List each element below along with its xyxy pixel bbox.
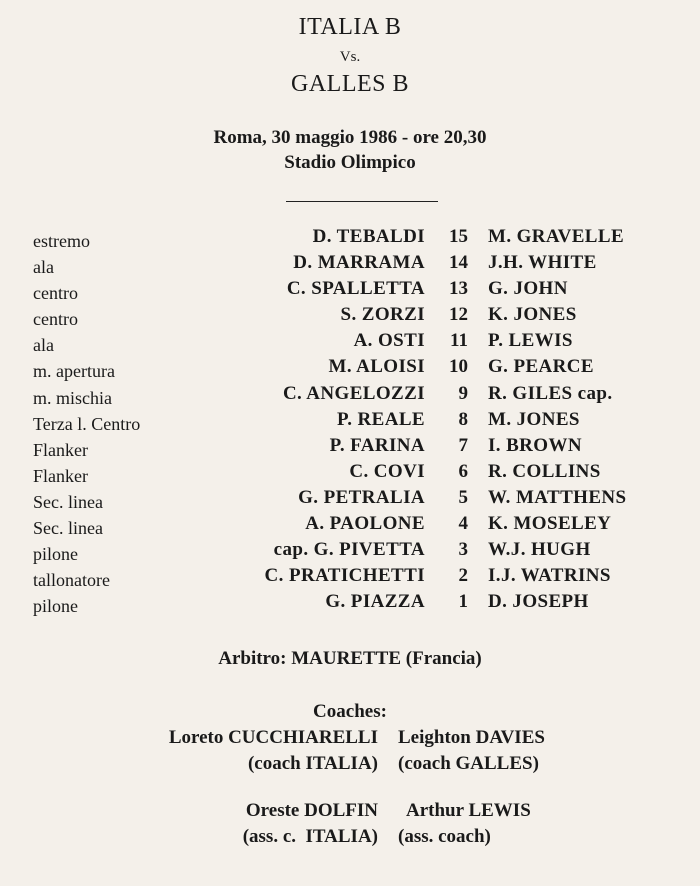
galles-player: R. GILES cap. [488,382,613,404]
italia-player: P. FARINA [329,434,425,456]
position-label: Sec. linea [33,491,103,512]
jersey-number: 3 [458,539,468,561]
position-label: Terza l. Centro [33,413,141,434]
position-label: Flanker [33,439,88,460]
italia-player: cap. G. PIVETTA [273,539,425,561]
divider [286,201,438,202]
galles-player: D. JOSEPH [488,591,589,613]
vs-label: Vs. [339,49,361,65]
lineup-row [0,539,700,565]
jersey-number: 14 [449,252,468,274]
lineup-row [0,409,700,435]
jersey-number: 8 [458,408,468,430]
team-home-title: ITALIA B [298,14,402,40]
jersey-number: 9 [458,382,468,404]
position-label: ala [33,335,54,356]
lineup-row [0,461,700,487]
galles-assistant-coach: Arthur LEWIS [406,800,531,821]
jersey-number: 4 [458,513,468,535]
lineup-row [0,565,700,591]
italia-player: P. REALE [336,408,425,430]
italia-player: D. TEBALDI [312,226,425,247]
italia-player: A. PAOLONE [305,513,425,535]
venue: Stadio Olimpico [284,152,416,173]
position-label: m. mischia [33,387,112,408]
lineup-row [0,330,700,356]
jersey-number: 13 [449,278,468,300]
team-away-title: GALLES B [291,71,409,97]
galles-player: I. BROWN [488,434,582,456]
jersey-number: 5 [458,486,468,508]
lineup-row [0,252,700,278]
position-label: Flanker [33,465,88,486]
match-info: Roma, 30 maggio 1986 - ore 20,30 [213,127,487,148]
lineup-row [0,435,700,461]
italia-player: G. PIAZZA [325,591,425,613]
italia-player: C. PRATICHETTI [264,565,425,587]
italia-player: C. SPALLETTA [286,278,425,300]
position-label: m. apertura [33,361,115,382]
lineup-table [0,226,700,617]
galles-player: G. PEARCE [488,356,594,378]
galles-head-coach: Leighton DAVIES [398,727,545,748]
galles-player: M. GRAVELLE [488,226,625,247]
italia-player: C. ANGELOZZI [282,382,425,404]
position-label: tallonatore [33,570,110,591]
italia-assistant-coach: Oreste DOLFIN [245,800,378,821]
position-label: centro [33,309,78,330]
jersey-number: 10 [449,356,468,378]
jersey-number: 1 [458,591,468,613]
galles-player: P. LEWIS [488,330,573,352]
italia-assistant-coach-role: (ass. c. ITALIA) [242,826,378,847]
italia-player: C. COVI [349,460,425,482]
galles-player: M. JONES [488,408,580,430]
lineup-row [0,383,700,409]
galles-player: J.H. WHITE [488,252,597,274]
position-label: centro [33,283,78,304]
italia-player: A. OSTI [353,330,425,352]
italia-player: M. ALOISI [328,356,425,378]
galles-player: R. COLLINS [488,460,601,482]
position-label: Sec. linea [33,518,103,539]
galles-player: G. JOHN [488,278,568,300]
position-label: ala [33,257,54,278]
jersey-number: 12 [449,304,468,326]
italia-player: D. MARRAMA [293,252,425,274]
position-label: pilone [33,544,78,565]
galles-player: K. MOSELEY [488,513,612,535]
lineup-row [0,487,700,513]
italia-player: G. PETRALIA [298,486,425,508]
jersey-number: 7 [458,434,468,456]
coaches-heading: Coaches: [313,701,387,722]
lineup-row [0,226,700,252]
galles-player: I.J. WATRINS [488,565,611,587]
jersey-number: 6 [458,460,468,482]
referee: Arbitro: MAURETTE (Francia) [218,648,482,669]
jersey-number: 2 [458,565,468,587]
jersey-number: 11 [450,330,468,352]
lineup-row [0,304,700,330]
lineup-row [0,591,700,617]
italia-player: S. ZORZI [340,304,425,326]
galles-head-coach-role: (coach GALLES) [398,753,539,774]
lineup-row [0,513,700,539]
position-label: pilone [33,596,78,617]
lineup-row [0,278,700,304]
lineup-row [0,356,700,382]
galles-player: K. JONES [488,304,577,326]
italia-head-coach: Loreto CUCCHIARELLI [168,727,378,748]
galles-player: W. MATTHENS [488,486,627,508]
galles-player: W.J. HUGH [488,539,591,561]
galles-assistant-coach-role: (ass. coach) [398,826,491,847]
jersey-number: 15 [449,226,468,247]
italia-head-coach-role: (coach ITALIA) [247,753,378,774]
position-label: estremo [33,231,90,251]
